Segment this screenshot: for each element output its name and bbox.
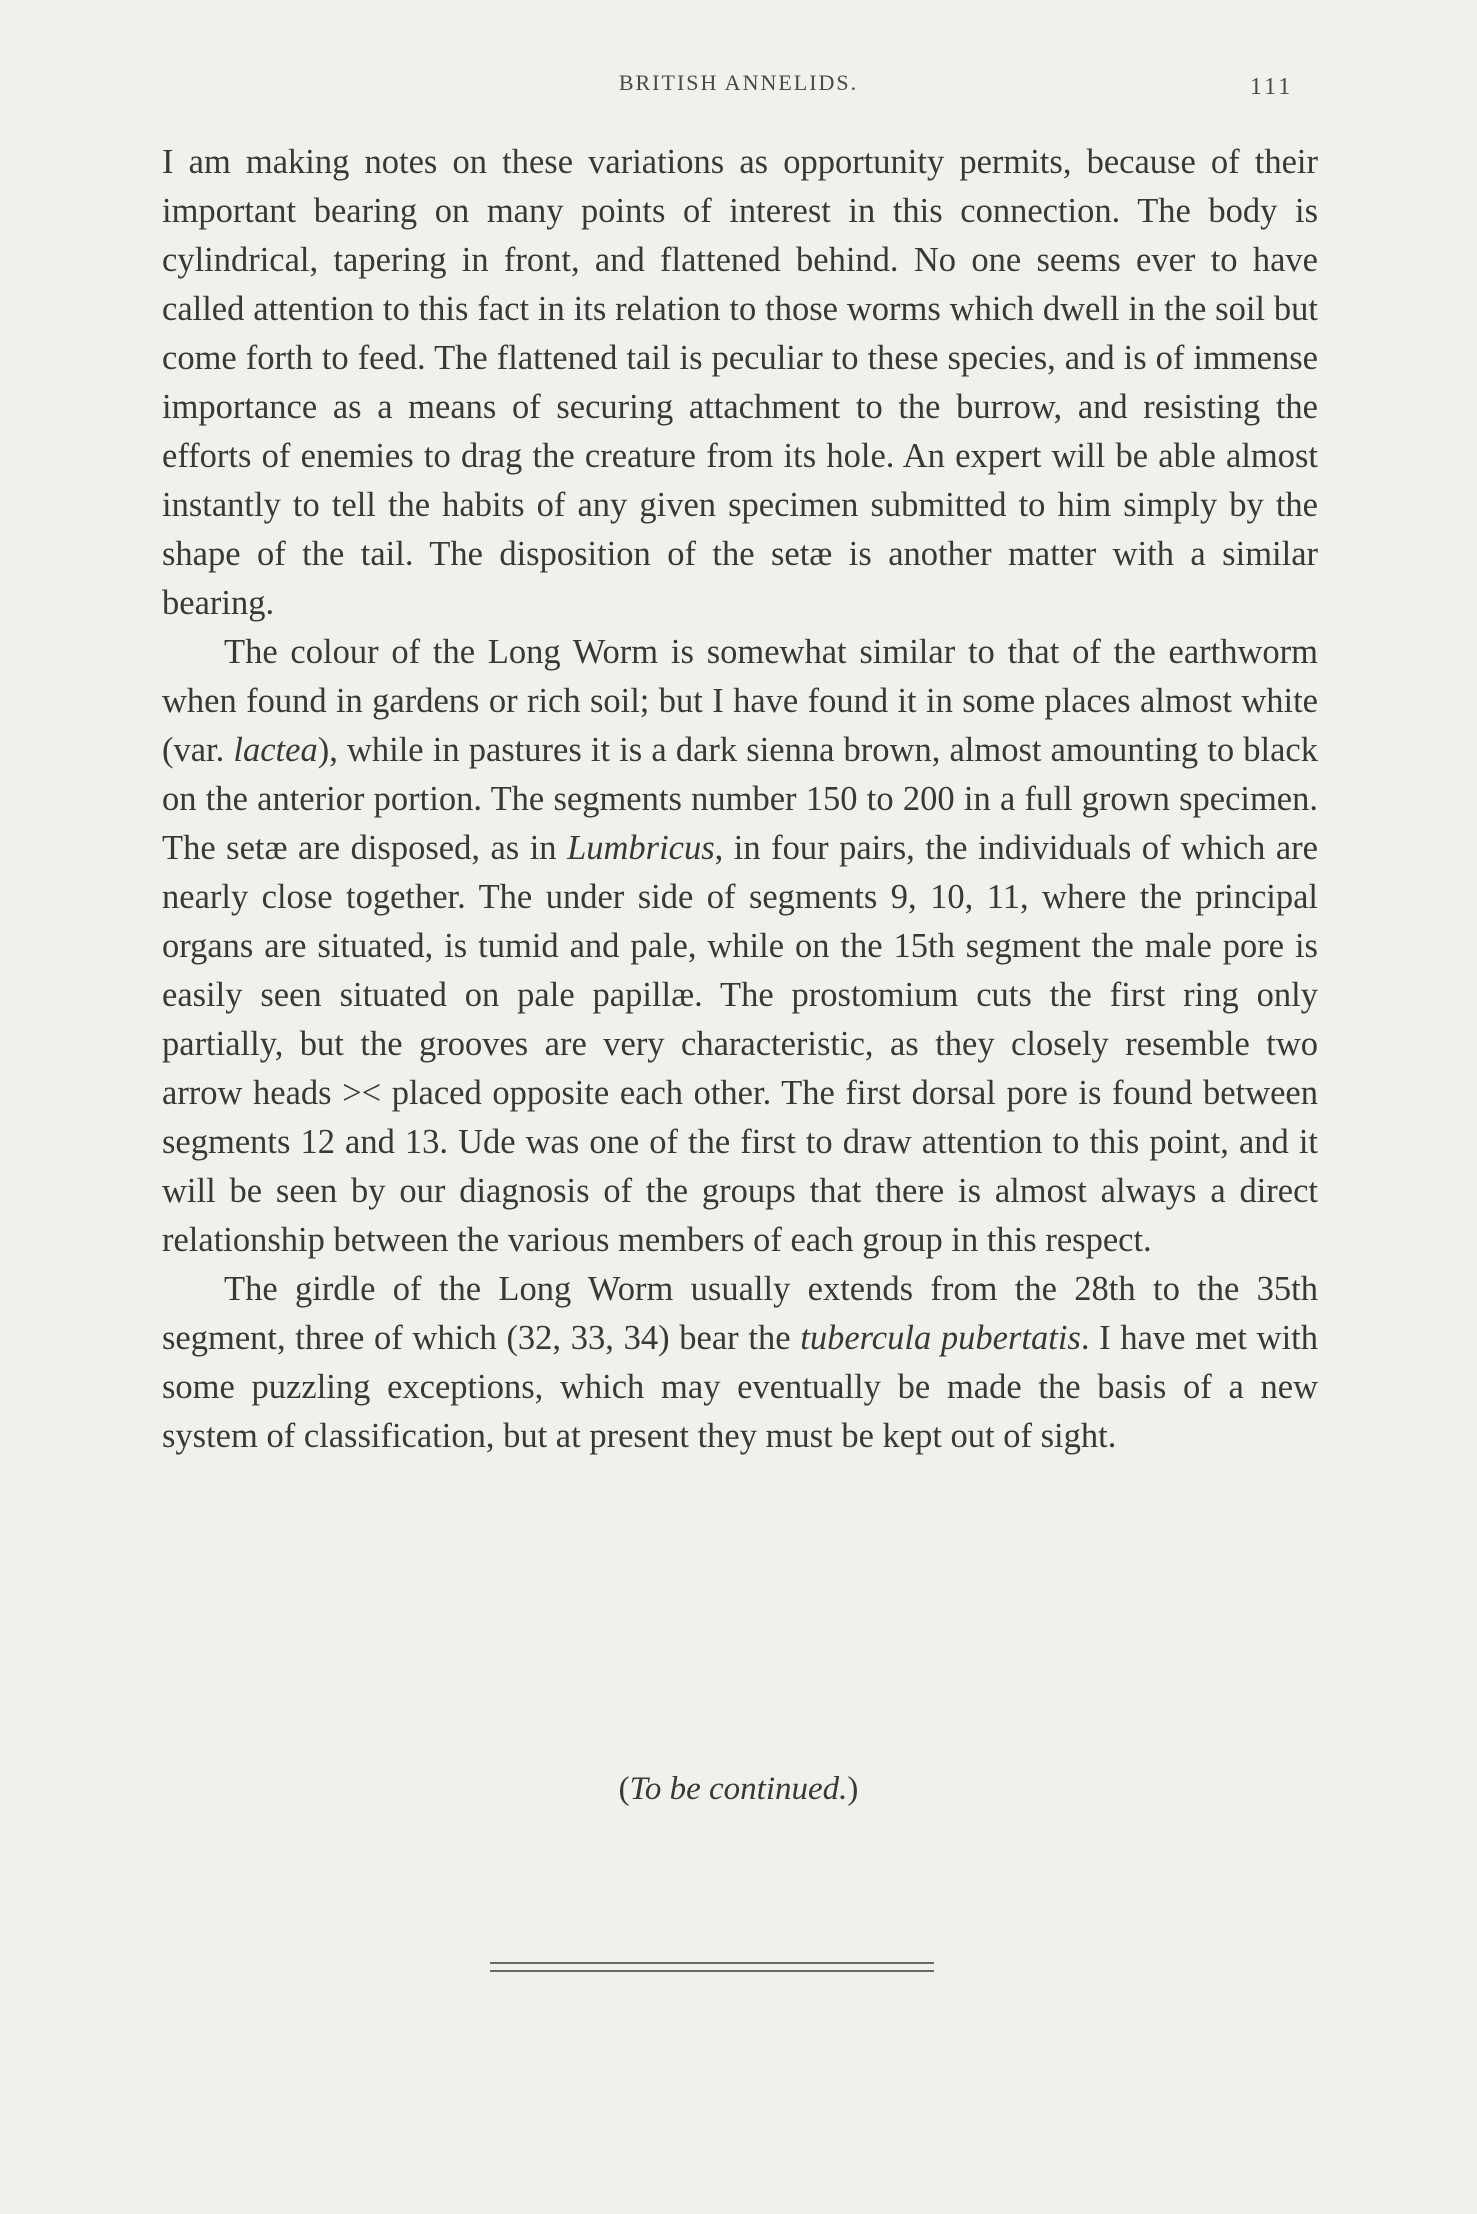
paragraph-girdle-part-1: The girdle of the Long Worm usually extends from the 28th to the 35th segment, three of which (32, 33, 34) bear the [162, 1270, 1318, 1357]
term-tubercula-pubertatis: tubercula pubertatis [800, 1319, 1081, 1357]
variety-name-lactea: lactea [233, 731, 318, 769]
continuation-note [0, 1771, 1477, 1808]
continuation-text: To be continued. [629, 1771, 848, 1807]
paragraph-colour-part-1: The colour of the Long Worm is somewhat similar to that of the earthworm when found in gardens or rich soil; but I have found it in some places almost white (var. [162, 633, 1318, 769]
section-end-rule-bottom [490, 1970, 934, 1972]
running-head: BRITISH ANNELIDS. [618, 70, 859, 95]
paragraph-colour [162, 628, 1318, 1265]
paragraph-colour-part-2: ), while in pastures it is a dark sienna brown, almost amounting to black on the anterior portion. The segments number 150 to 200 in a full grown specimen. The setæ are disposed, as in [162, 731, 1318, 867]
genus-name-lumbricus: Lumbricus [567, 829, 715, 867]
body-text [162, 138, 1318, 1461]
continuation-close-paren: ) [847, 1771, 859, 1807]
paragraph-girdle-part-2: . I have met with some puzzling exceptions, which may eventually be made the basis of a new system of classification, but at present they must be kept out of sight. [162, 1319, 1318, 1455]
continuation-open-paren: ( [618, 1771, 630, 1807]
paragraph-colour-part-3: , in four pairs, the individuals of which are nearly close together. The under side of segments 9, 10, 11, where the principal organs are situated, is tumid and pale, while on the 15th segment the male pore is easily seen situated on pale papillæ. The prostomium cuts the first ring only partially, but the grooves are very characteristic, as they closely resemble two arrow heads >< placed opposite each other. The first dorsal pore is found between segments 12 and 13. Ude was one of the first to draw attention to this point, and it will be seen by our diagnosis of the groups that there is almost always a direct relationship between the various members of each group in this respect. [162, 829, 1318, 1259]
section-end-rule-top [490, 1962, 934, 1964]
paragraph-variations: I am making notes on these variations as opportunity permits, because of their important bearing on many points of interest in this connection. The body is cylindrical, tapering in front, and flattened behind. No one seems ever to have called attention to this fact in its relation to those worms which dwell in the soil but come forth to feed. The flattened tail is peculiar to these species, and is of immense importance as a means of securing attachment to the burrow, and resisting the efforts of enemies to drag the creature from its hole. An expert will be able almost instantly to tell the habits of any given specimen submitted to him simply by the shape of the tail. The disposition of the setæ is another matter with a similar bearing. [162, 143, 1318, 622]
page-number: 111 [1250, 74, 1294, 100]
paragraph-girdle [162, 1265, 1318, 1461]
